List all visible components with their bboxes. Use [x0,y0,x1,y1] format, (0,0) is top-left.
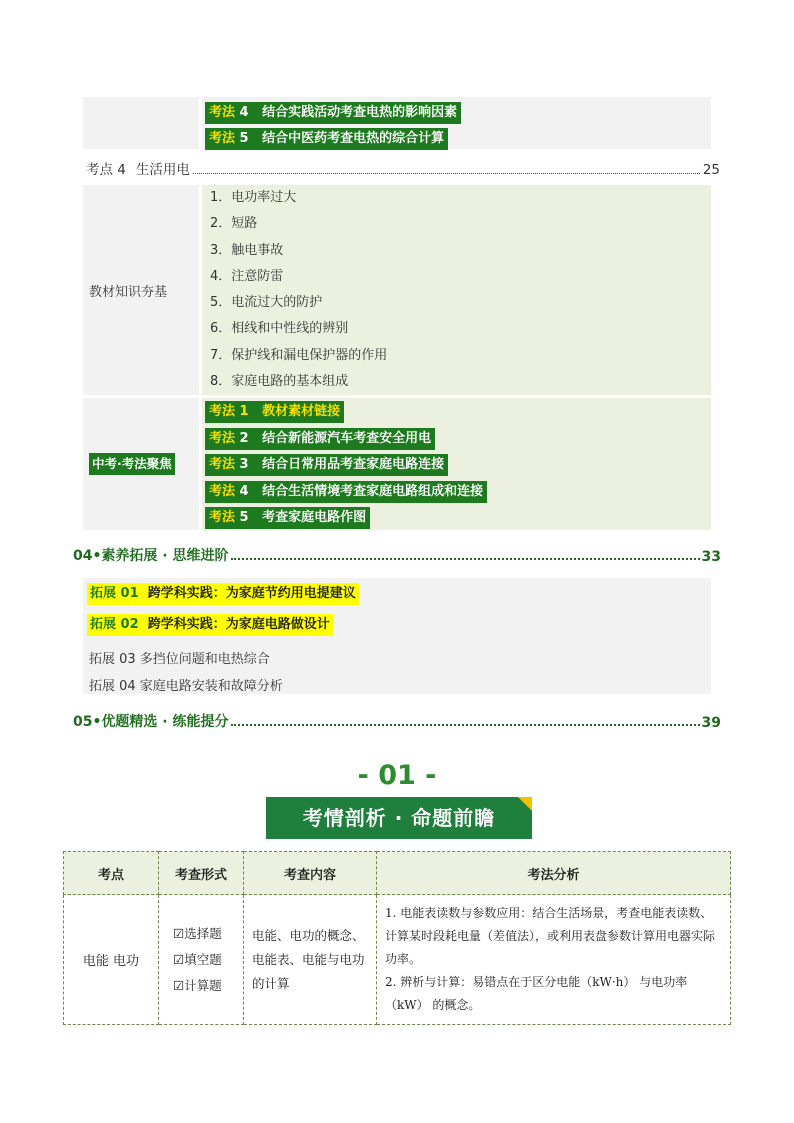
toc-page-number: 33 [701,549,721,565]
table-row [64,895,731,1025]
knowledge-label: 教材知识夯基 [89,284,168,300]
section-title: 05•优题精选 · 练能提分 [73,714,229,730]
header-cell: 考点 [64,852,159,895]
analysis-paragraph: 2. 辨析与计算：易错点在于区分电能（kW·h） 与电功率（kW） 的概念。 [385,975,688,1012]
header-cell: 考法分析 [377,852,731,895]
toc-page-number: 39 [701,715,721,731]
exam-focus-item[interactable]: 考法 3 结合日常用品考查家庭电路连接 [205,453,448,476]
knowledge-item[interactable]: 6．相线和中性线的辨别 [210,321,349,337]
toc-title: 生活用电 [135,162,190,178]
exam-focus-item[interactable]: 考法 2 结合新能源汽车考查安全用电 [205,427,435,450]
knowledge-item[interactable]: 5．电流过大的防护 [210,295,323,311]
toc-section-05[interactable] [73,711,721,731]
form-checkbox-item: ☑计算题 [173,977,222,993]
toc-section-04[interactable] [73,545,721,565]
knowledge-items-cell [202,185,711,395]
exam-focus-label-cell [83,398,199,530]
toc-page-number: 25 [702,162,720,178]
toc-leader-dots [193,173,700,174]
toc-entry-point4[interactable] [86,160,720,178]
form-checkbox-item: ☑填空题 [173,951,222,967]
analysis-table [63,851,731,1025]
toc-leader-dots [231,558,700,560]
cell-content: 电能、电功的概念、电能表、电能与电功的计算 [244,895,377,1025]
top-fragment-left-cell [83,97,202,149]
chapter-number: - 01 - [357,760,437,791]
header-cell: 考查内容 [244,852,377,895]
extension-item[interactable]: 拓展 04 家庭电路安装和故障分析 [89,679,283,694]
chapter-banner-text: 考情剖析 · 命题前瞻 [266,797,532,839]
knowledge-item[interactable]: 2．短路 [210,216,258,232]
extension-item[interactable]: 拓展 02 跨学科实践：为家庭电路做设计 [87,613,333,636]
exam-focus-label: 中考·考法聚焦 [89,453,175,475]
banner-corner-icon [518,797,532,811]
analysis-paragraph: 1. 电能表读数与参数应用：结合生活场景，考查电能表读数、计算某时段耗电量（差值法），或利用表盘参数计算用电器实际功率。 [385,906,716,966]
knowledge-item[interactable]: 1．电功率过大 [210,190,297,205]
top-fragment-item[interactable]: 考法 5 结合中医药考查电热的综合计算 [205,127,448,150]
extension-item[interactable]: 拓展 01 跨学科实践：为家庭节约用电提建议 [87,582,359,605]
exam-focus-item[interactable]: 考法 1 教材素材链接 [205,400,344,423]
table-header-row [64,852,731,895]
toc-leader-dots [231,724,700,726]
knowledge-label-cell [83,185,199,395]
cell-forms [159,895,244,1025]
cell-point: 电能 电功 [64,895,159,1025]
knowledge-item[interactable]: 7．保护线和漏电保护器的作用 [210,347,388,363]
exam-focus-item[interactable]: 考法 4 结合生活情境考查家庭电路组成和连接 [205,480,487,503]
toc-label: 考点 4 [86,162,126,178]
knowledge-item[interactable]: 3．触电事故 [210,242,284,258]
cell-analysis [377,895,731,1025]
form-checkbox-item: ☑选择题 [173,925,222,941]
top-fragment-item[interactable]: 考法 4 结合实践活动考查电热的影响因素 [205,101,461,124]
exam-focus-item[interactable]: 考法 5 考查家庭电路作图 [205,506,370,529]
chapter-banner [266,797,532,839]
knowledge-item[interactable]: 4．注意防雷 [210,268,284,284]
section-title: 04•素养拓展 · 思维进阶 [73,548,229,564]
header-cell: 考查形式 [159,852,244,895]
knowledge-item[interactable]: 8．家庭电路的基本组成 [210,374,349,390]
extension-item[interactable]: 拓展 03 多挡位问题和电热综合 [89,652,270,667]
